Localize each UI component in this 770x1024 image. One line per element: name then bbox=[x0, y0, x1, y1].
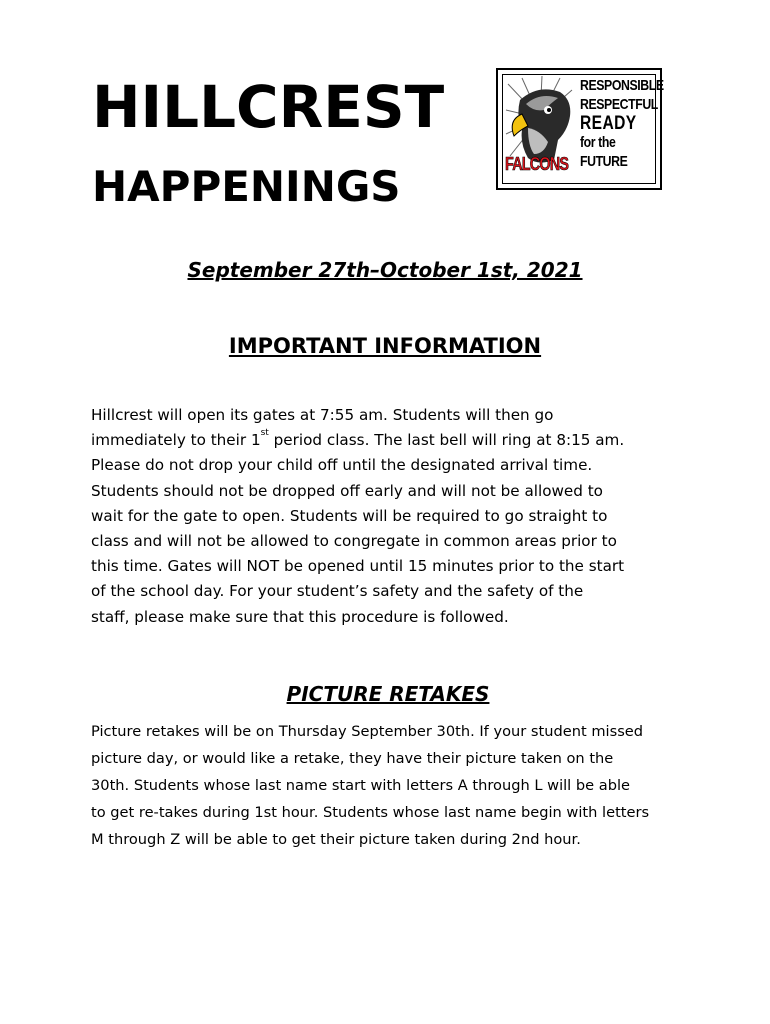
paragraph-line: 30th. Students whose last name start with letters A through L will be able bbox=[91, 777, 630, 794]
paragraph-line: of the school day. For your student’s safety and the safety of the bbox=[91, 582, 584, 601]
week-date-range: September 27th–October 1st, 2021 bbox=[187, 258, 583, 282]
important-information-paragraph bbox=[91, 403, 681, 630]
paragraph-line: Picture retakes will be on Thursday September 30th. If your student missed bbox=[91, 723, 644, 740]
paragraph-line: wait for the gate to open. Students will be required to go straight to bbox=[91, 506, 608, 525]
newsletter-title-line2: HAPPENINGS bbox=[92, 162, 401, 211]
paragraph-line: class and will not be allowed to congregate in common areas prior to bbox=[91, 532, 617, 551]
newsletter-title-line1: HILLCREST bbox=[92, 73, 445, 141]
paragraph-line: staff, please make sure that this procedure is followed. bbox=[91, 607, 509, 626]
paragraph-line: Students should not be dropped off early and will not be allowed to bbox=[91, 481, 603, 500]
paragraph-line: M through Z will be able to get their picture taken during 2nd hour. bbox=[91, 831, 581, 848]
paragraph-line: this time. Gates will NOT be opened until 15 minutes prior to the start bbox=[91, 557, 625, 576]
logo-line-responsible: RESPONSIBLE bbox=[580, 77, 664, 94]
paragraph-line: Please do not drop your child off until the designated arrival time. bbox=[91, 456, 593, 475]
paragraph-line: to get re-takes during 1st hour. Students whose last name begin with letters bbox=[91, 804, 650, 821]
paragraph-line: picture day, or would like a retake, they have their picture taken on the bbox=[91, 750, 614, 767]
logo-falcons-wordmark: FALCONS bbox=[505, 154, 569, 174]
logo-line-ready: READY bbox=[580, 113, 637, 134]
paragraph-line bbox=[91, 428, 681, 453]
logo-line-respectful: RESPECTFUL bbox=[580, 96, 658, 113]
logo-line-future: for the FUTURE bbox=[580, 134, 628, 170]
text-run: period class. The last bell will ring at 8:15 am. bbox=[268, 431, 625, 450]
paragraph-line: Hillcrest will open its gates at 7:55 am. Students will then go bbox=[91, 406, 554, 424]
school-logo bbox=[496, 68, 662, 190]
picture-retakes-heading: PICTURE RETAKES bbox=[286, 682, 490, 706]
important-information-heading: IMPORTANT INFORMATION bbox=[228, 334, 542, 358]
text-run: immediately to their 1 bbox=[91, 431, 261, 450]
picture-retakes-paragraph bbox=[91, 718, 691, 853]
logo-motto bbox=[580, 76, 664, 171]
ordinal-suffix: st bbox=[260, 428, 269, 439]
